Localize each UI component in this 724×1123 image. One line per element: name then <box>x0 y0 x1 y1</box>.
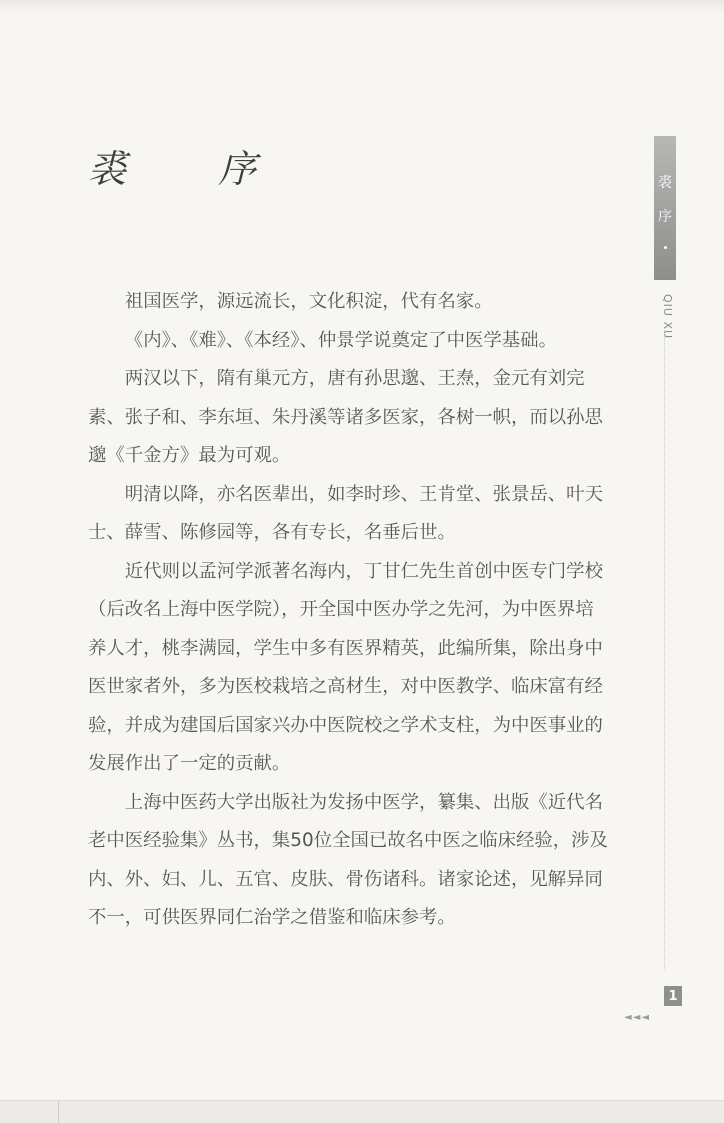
paragraph-6: 上海中医药大学出版社为发扬中医学，纂集、出版《近代名老中医经验集》丛书，集50位全国已故名中医之临床经验，涉及内、外、妇、儿、五官、皮肤、骨伤诸科。诸家论述，见解异同不一，可供医界同仁治学之借鉴和临床参考。 <box>88 791 608 928</box>
side-pinyin: QIU XU <box>661 294 674 340</box>
page-top-edge <box>0 0 724 14</box>
side-dotted-rule <box>664 330 666 970</box>
bottom-edge-notch <box>58 1101 59 1123</box>
paragraph-4: 明清以降，亦名医辈出，如李时珍、王肯堂、张景岳、叶天士、薛雪、陈修园等，各有专长，名垂后世。 <box>88 483 603 543</box>
side-chapter-tab <box>654 136 676 280</box>
page-number: 1 <box>664 986 682 1006</box>
side-tab-dot-icon <box>664 246 667 249</box>
paragraph-3: 两汉以下，隋有巢元方，唐有孙思邈、王焘，金元有刘完素、张子和、李东垣、朱丹溪等诸多医家，各树一帜，而以孙思邈《千金方》最为可观。 <box>88 368 603 466</box>
paragraph-2: 《内》、《难》、《本经》、仲景学说奠定了中医学基础。 <box>124 329 557 351</box>
paragraph-1: 祖国医学，源远流长，文化积淀，代有名家。 <box>124 291 493 312</box>
page-bottom-edge <box>0 1100 724 1123</box>
side-tab-char-1: 裘 <box>658 175 672 191</box>
page-arrows-icon: ◄◄◄ <box>624 1012 651 1023</box>
page-title: 裘 序 <box>88 147 297 191</box>
preface-body <box>88 283 608 938</box>
paragraph-5: 近代则以孟河学派著名海内，丁甘仁先生首创中医专门学校（后改名上海中医学院），开全国中医办学之先河，为中医界培养人才，桃李满园，学生中多有医界精英，此编所集，除出身中医世家者外，多为医校栽培之高材生，对中医教学、临床富有经验，并成为建国后国家兴办中医院校之学术支柱，为中医事业的发展作出了一定的贡献。 <box>88 560 603 774</box>
side-tab-char-2: 序 <box>658 209 672 225</box>
